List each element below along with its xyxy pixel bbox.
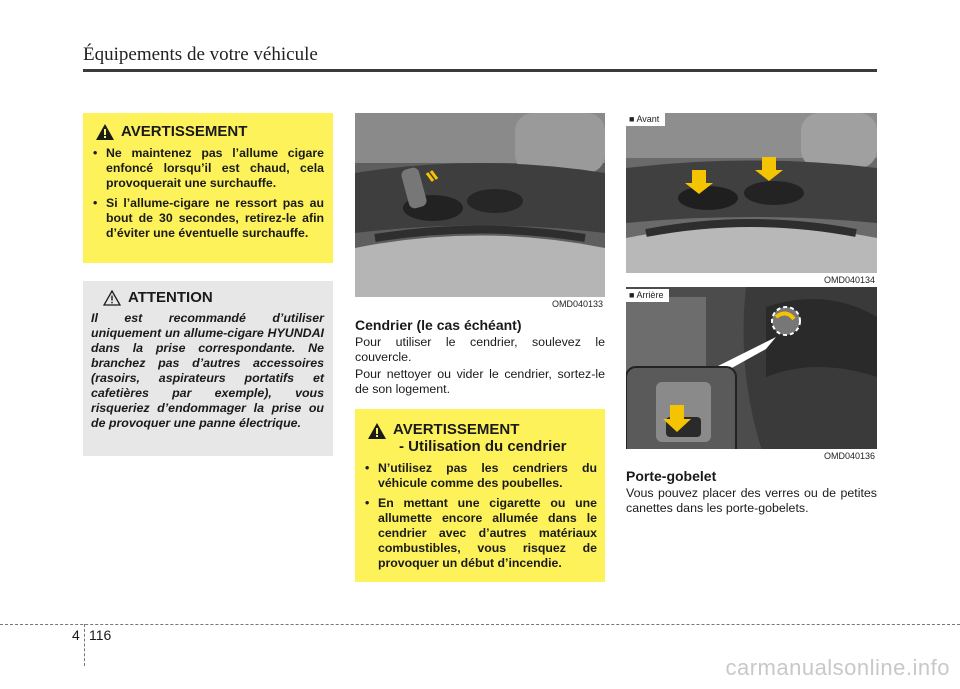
- photo-tag-front: ■ Avant: [626, 113, 665, 126]
- rear-cupholder-photo: [626, 287, 877, 463]
- page-chapter: 4: [72, 627, 80, 643]
- photo-tag-rear: ■ Arrière: [626, 289, 669, 302]
- ashtray-para-1: Pour utiliser le cendrier, soulevez le couvercle.: [355, 335, 605, 364]
- rear-cupholder-illustration: [626, 287, 877, 463]
- caution-triangle-icon: [103, 290, 121, 306]
- warning-list: [362, 461, 597, 571]
- cupholder-title: Porte-gobelet: [626, 468, 717, 484]
- photo-code: OMD040134: [626, 273, 877, 287]
- warning-item: • En mettant une cigarette ou une allumette encore allumée dans le cendrier avec d’autres matériaux combustibles, vous risquez de provoquer un début d’incendie.: [362, 496, 597, 571]
- warning-box-ashtray: [355, 409, 605, 582]
- attention-title: ATTENTION: [128, 289, 213, 306]
- photo-code: OMD040133: [355, 297, 605, 311]
- warning-title: AVERTISSEMENT: [121, 123, 248, 140]
- header-rule: [83, 69, 877, 72]
- page-header-title: Équipements de votre véhicule: [83, 44, 318, 65]
- attention-text: Il est recommandé d’utiliser uniquement un allume-cigare HYUNDAI dans la prise correspondante. Ne branchez pas d’autres accessoires (rasoirs, aspirateurs portatifs et cafetières par exemple), vous risqueriez d’endommager la prise ou de provoquer une panne électrique.: [91, 311, 324, 430]
- watermark: carmanualsonline.info: [725, 655, 950, 680]
- warning-list: [90, 146, 324, 241]
- warning-item: • Ne maintenez pas l’allume cigare enfoncé lorsqu’il est chaud, cela provoquerait une surchauffe.: [90, 146, 324, 191]
- front-cupholder-photo: [626, 113, 877, 287]
- photo-code: OMD040136: [626, 449, 877, 463]
- warning-item: • N’utilisez pas les cendriers du véhicule comme des poubelles.: [362, 461, 597, 491]
- attention-box: [83, 281, 333, 456]
- ashtray-title: Cendrier (le cas échéant): [355, 317, 522, 333]
- front-cupholder-illustration: [626, 113, 877, 287]
- ashtray-illustration: [355, 113, 605, 311]
- ashtray-photo: [355, 113, 605, 311]
- cupholder-text: Vous pouvez placer des verres ou de petites canettes dans les porte-gobelets.: [626, 486, 877, 515]
- page-number: 116: [89, 627, 112, 643]
- warning-triangle-icon: [96, 124, 114, 140]
- warning-item: • Si l’allume-cigare ne ressort pas au bout de 30 secondes, retirez-le afin d’éviter une éventuelle surchauffe.: [90, 196, 324, 241]
- footer-rule: [0, 624, 960, 625]
- footer-divider: [84, 624, 85, 666]
- warning-triangle-icon: [368, 423, 386, 439]
- warning-box-cigar-lighter: [83, 113, 333, 263]
- warning-subtitle: - Utilisation du cendrier: [399, 438, 567, 455]
- ashtray-para-2: Pour nettoyer ou vider le cendrier, sortez-le de son logement.: [355, 367, 605, 396]
- warning-title: AVERTISSEMENT: [393, 421, 520, 438]
